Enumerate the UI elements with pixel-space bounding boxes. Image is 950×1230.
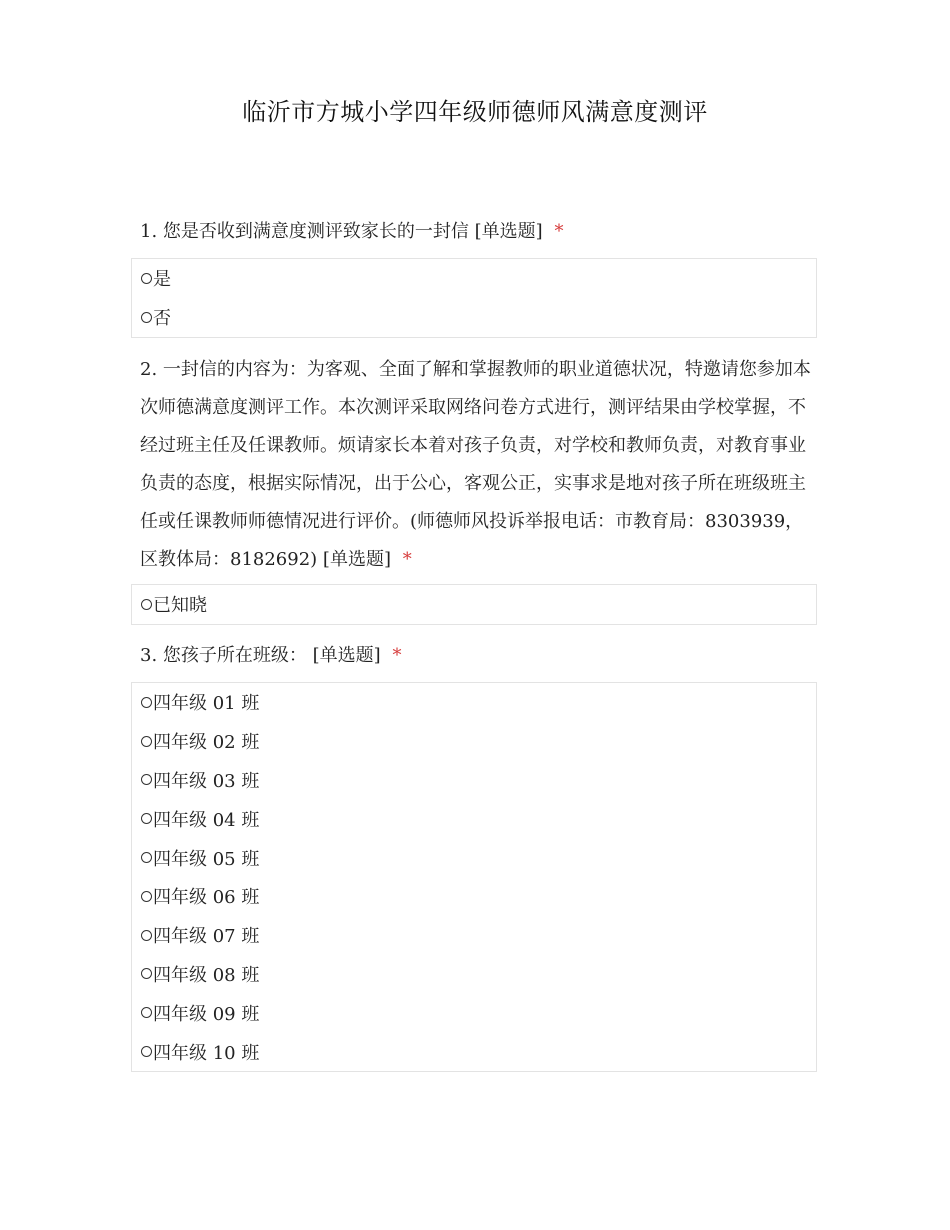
option-class-08[interactable] — [132, 955, 816, 994]
question-text: 一封信的内容为：为客观、全面了解和掌握教师的职业道德状况，特邀请您参加本次师德满意度测评工作。本次测评采取网络问卷方式进行，测评结果由学校掌握，不经过班主任及任课教师。烦请家长本着对孩子负责，对学校和教师负责，对教育事业负责的态度，根据实际情况，出于公心，客观公正，实事求是地对孩子所在班级班主任或任课教师师德情况进行评价。(师德师风投诉举报电话：市教育局：8303939，区教体局：8182692) — [140, 359, 811, 570]
question-text: 您是否收到满意度测评致家长的一封信 — [162, 221, 469, 242]
options-group-2 — [131, 584, 817, 625]
option-class-07[interactable] — [132, 916, 816, 955]
option-label: 四年级 02 班 — [153, 732, 260, 754]
option-label: 四年级 08 班 — [153, 964, 260, 986]
question-2 — [140, 351, 820, 579]
radio-icon[interactable] — [141, 1046, 152, 1057]
question-number: 1. — [140, 221, 158, 242]
option-label: 四年级 05 班 — [153, 848, 260, 870]
radio-icon[interactable] — [141, 697, 152, 708]
option-class-03[interactable] — [132, 761, 816, 800]
option-class-10[interactable] — [132, 1032, 816, 1071]
option-class-09[interactable] — [132, 993, 816, 1032]
required-marker: * — [402, 549, 412, 570]
radio-icon[interactable] — [141, 813, 152, 824]
option-yes[interactable] — [132, 259, 816, 298]
question-type: [单选题] — [474, 221, 543, 242]
question-number: 3. — [140, 645, 158, 666]
radio-icon[interactable] — [141, 852, 152, 863]
option-label: 是 — [153, 269, 171, 291]
option-label: 四年级 03 班 — [153, 770, 260, 792]
question-1 — [140, 221, 820, 243]
option-label: 四年级 04 班 — [153, 809, 260, 831]
radio-icon[interactable] — [141, 930, 152, 941]
radio-icon[interactable] — [141, 891, 152, 902]
option-label: 四年级 09 班 — [153, 1003, 260, 1025]
option-acknowledged[interactable] — [132, 585, 816, 624]
option-label: 否 — [153, 308, 171, 330]
options-group-3 — [131, 682, 817, 1072]
option-class-02[interactable] — [132, 722, 816, 761]
option-label: 四年级 10 班 — [153, 1042, 260, 1064]
options-group-1 — [131, 258, 817, 338]
radio-icon[interactable] — [141, 736, 152, 747]
radio-icon[interactable] — [141, 1007, 152, 1018]
option-class-04[interactable] — [132, 799, 816, 838]
option-no[interactable] — [132, 298, 816, 337]
page-title: 临沂市方城小学四年级师德师风满意度测评 — [242, 98, 708, 126]
radio-icon[interactable] — [141, 968, 152, 979]
question-type: [单选题] — [312, 645, 381, 666]
radio-icon[interactable] — [141, 599, 152, 610]
required-marker: * — [392, 645, 402, 666]
question-3 — [140, 645, 820, 667]
option-class-05[interactable] — [132, 838, 816, 877]
option-class-06[interactable] — [132, 877, 816, 916]
option-label: 已知晓 — [153, 595, 207, 617]
radio-icon[interactable] — [141, 273, 152, 284]
option-label: 四年级 06 班 — [153, 887, 260, 909]
option-label: 四年级 07 班 — [153, 926, 260, 948]
radio-icon[interactable] — [141, 774, 152, 785]
question-text: 您孩子所在班级： — [162, 645, 307, 666]
question-type: [单选题] — [322, 549, 391, 570]
required-marker: * — [554, 221, 564, 242]
radio-icon[interactable] — [141, 312, 152, 323]
option-class-01[interactable] — [132, 683, 816, 722]
question-number: 2. — [140, 359, 158, 380]
option-label: 四年级 01 班 — [153, 693, 260, 715]
